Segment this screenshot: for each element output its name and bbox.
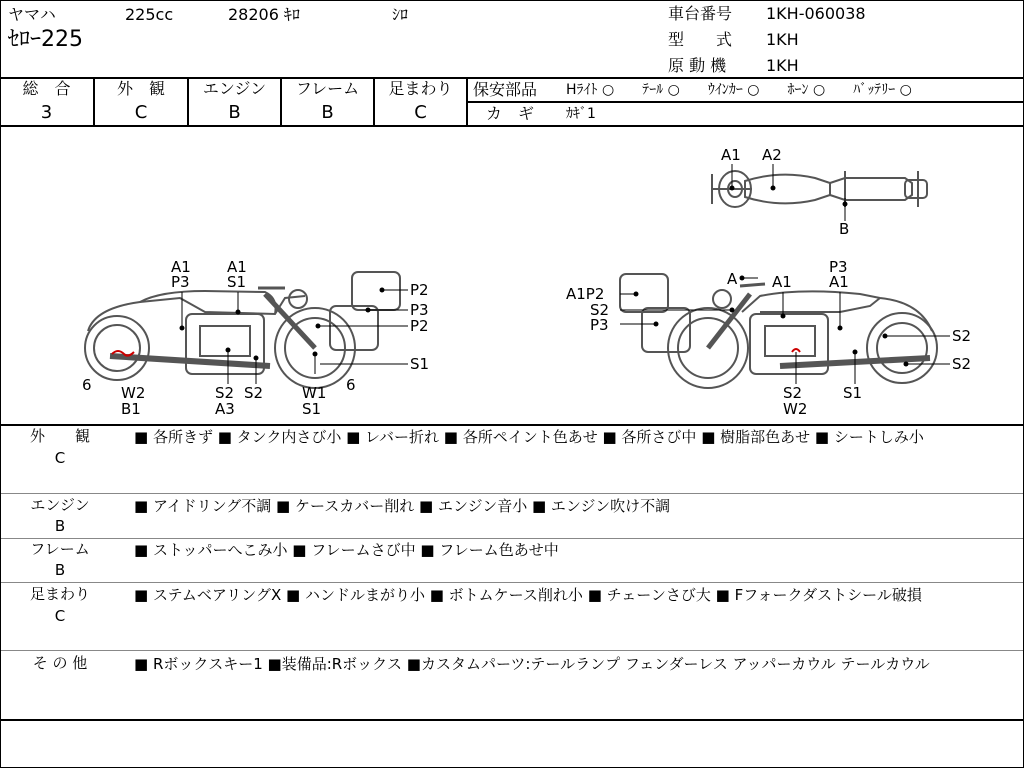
- callout: S2: [952, 355, 972, 373]
- callout: S1: [227, 273, 247, 291]
- grade-total-value: 3: [40, 102, 53, 123]
- divider: [466, 77, 468, 127]
- note-exterior-label: 外 観: [29, 427, 90, 445]
- engine-val: 1KH: [766, 56, 799, 75]
- type-val: 1KH: [766, 30, 799, 49]
- callout: S2: [952, 327, 972, 345]
- note-engine-text: ■ アイドリング不調 ■ ケースカバー削れ ■ エンジン音小 ■ エンジン吹け不調: [134, 497, 671, 515]
- callout: A1: [171, 258, 191, 276]
- callout: P3: [171, 273, 190, 291]
- note-suspension-grade: C: [54, 607, 66, 625]
- callout: A1: [829, 273, 849, 291]
- frame-label: 車台番号: [668, 4, 733, 23]
- grade-exterior-label: 外 観: [116, 79, 165, 98]
- callout: A1: [227, 258, 247, 276]
- callout: A1: [721, 146, 741, 164]
- callout: A1: [772, 273, 792, 291]
- callout: P3: [829, 258, 848, 276]
- callout: P3: [590, 316, 609, 334]
- grade-exterior-value: C: [134, 102, 148, 123]
- callout: P3: [410, 301, 429, 319]
- callout: A: [727, 270, 738, 288]
- note-frame-text: ■ ストッパーへこみ小 ■ フレームさび中 ■ フレーム色あせ中: [134, 541, 559, 559]
- callout: S1: [410, 355, 430, 373]
- divider: [0, 582, 1024, 583]
- callout: S2: [215, 384, 235, 402]
- callout: B: [839, 220, 850, 238]
- divider: [0, 650, 1024, 651]
- divider: [0, 493, 1024, 494]
- color: ｼﾛ: [392, 5, 409, 24]
- callout: W2: [783, 400, 808, 418]
- safety-label: 保安部品: [473, 80, 538, 99]
- callout: S2: [244, 384, 264, 402]
- grade-engine-value: B: [228, 102, 241, 123]
- grade-suspension-value: C: [414, 102, 427, 123]
- frame-no: 1KH-060038: [766, 4, 866, 23]
- maker: ヤマハ: [8, 5, 56, 24]
- displacement: 225cc: [125, 5, 174, 24]
- callout: W2: [121, 384, 146, 402]
- callout: P2: [410, 317, 429, 335]
- note-engine-label: エンジン: [30, 496, 90, 514]
- divider: [466, 101, 1024, 103]
- note-engine-grade: B: [54, 517, 66, 535]
- engine-label: 原 動 機: [668, 56, 727, 75]
- callout: A2: [762, 146, 782, 164]
- top-view-icon: [712, 171, 927, 207]
- divider: [0, 719, 1024, 721]
- callout: W1: [302, 384, 327, 402]
- callout: S2: [783, 384, 803, 402]
- key-label: カ ギ: [486, 104, 535, 123]
- note-exterior-grade: C: [54, 449, 66, 467]
- note-suspension-text: ■ ステムベアリングX ■ ハンドルまがり小 ■ ボトムケース削れ小 ■ チェーンさび大 ■ Fフォークダストシール破損: [134, 586, 922, 604]
- callout: A3: [215, 400, 235, 418]
- grade-frame-value: B: [321, 102, 334, 123]
- note-suspension-label: 足まわり: [29, 585, 90, 603]
- note-frame-grade: B: [54, 561, 66, 579]
- motorcycle-diagram: [0, 126, 1024, 426]
- callout: 6: [82, 376, 92, 394]
- grade-total-label: 総 合: [22, 79, 71, 98]
- callout: A1P2: [566, 285, 605, 303]
- note-other-text: ■ Rボックスキー1 ■装備品:Rボックス ■カスタムパーツ:テールランプ フェンダーレス アッパーカウル テールカウル: [134, 655, 930, 673]
- grade-frame-label: フレーム: [295, 79, 360, 98]
- callout: S1: [843, 384, 863, 402]
- grade-engine-label: エンジン: [202, 79, 267, 98]
- note-exterior-text: ■ 各所きず ■ タンク内さび小 ■ レバー折れ ■ 各所ペイント色あせ ■ 各所さび中 ■ 樹脂部色あせ ■ シートしみ小: [134, 428, 924, 446]
- note-other-label: そ の 他: [32, 654, 88, 672]
- callout: P2: [410, 281, 429, 299]
- type-label: 型 式: [668, 30, 733, 49]
- right-side-view-icon: [620, 270, 937, 388]
- callout: 6: [346, 376, 356, 394]
- safety-items: Hﾗｲﾄ ○ ﾃｰﾙ ○ ｳｲﾝｶｰ ○ ﾎｰﾝ ○ ﾊﾞｯﾃﾘｰ ○: [566, 82, 912, 98]
- note-frame-label: フレーム: [30, 540, 90, 558]
- callout: S1: [302, 400, 322, 418]
- damage-marks: [112, 349, 800, 356]
- model-name: ｾﾛｰ225: [8, 27, 83, 52]
- grade-suspension-label: 足まわり: [388, 79, 453, 98]
- callout: S2: [590, 301, 610, 319]
- callout: B1: [121, 400, 141, 418]
- key-value: ｶｷﾞ1: [566, 106, 596, 122]
- mileage: 28206 ｷﾛ: [228, 5, 300, 24]
